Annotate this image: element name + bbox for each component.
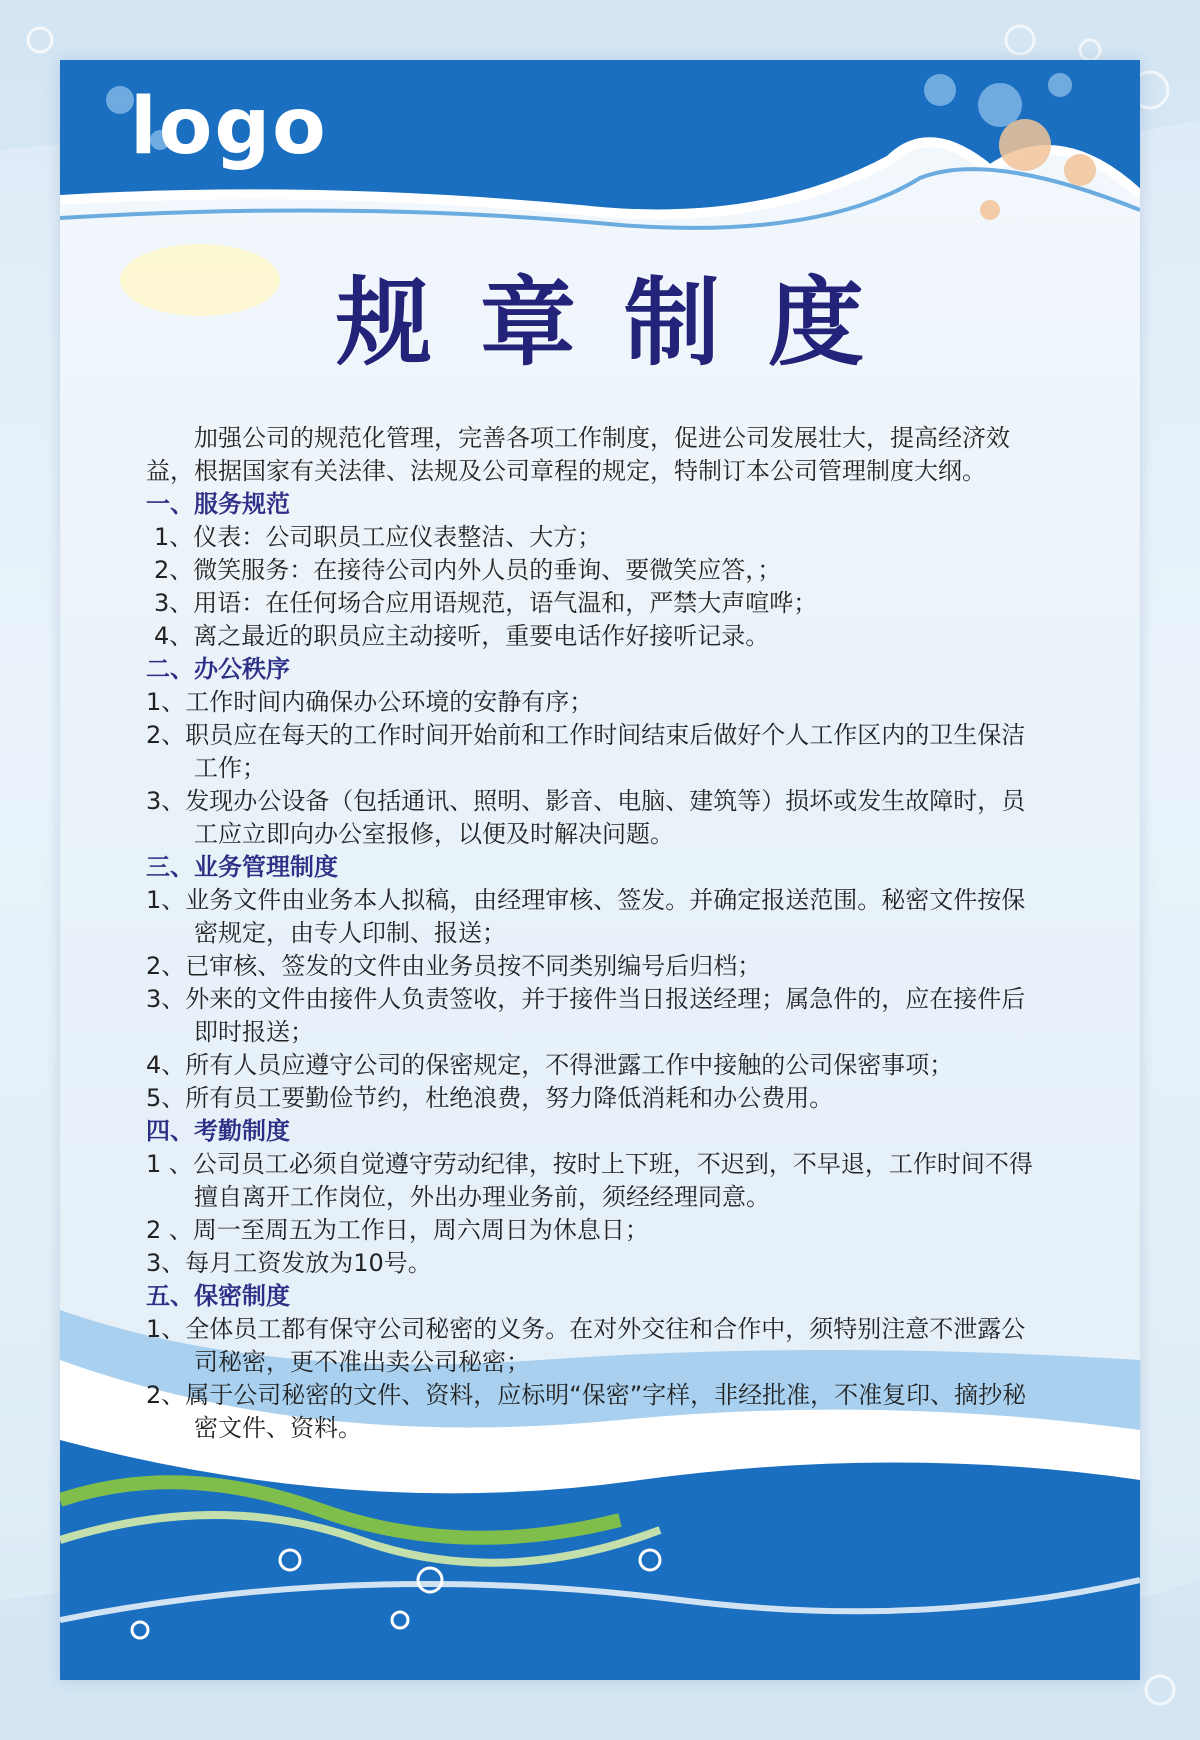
list-item: 4、离之最近的职员应主动接听，重要电话作好接听记录。 <box>154 622 770 650</box>
list-item: 1、工作时间内确保办公环境的安静有序； <box>146 688 594 716</box>
list-item: 2、职员应在每天的工作时间开始前和工作时间结束后做好个人工作区内的卫生保洁工作； <box>146 721 1026 782</box>
section-heading: 五、保密制度 <box>146 1282 290 1310</box>
intro-paragraph: 加强公司的规范化管理，完善各项工作制度，促进公司发展壮大，提高经济效益，根据国家有关法律、法规及公司章程的规定，特制订本公司管理制度大纲。 <box>146 424 1010 485</box>
section-heading: 一、服务规范 <box>146 490 290 518</box>
list-item: 1、仪表：公司职员工应仪表整洁、大方； <box>154 523 602 551</box>
list-item: 2、已审核、签发的文件由业务员按不同类别编号后归档； <box>146 952 762 980</box>
list-item: 1、全体员工都有保守公司秘密的义务。在对外交往和合作中，须特别注意不泄露公司秘密，更不准出卖公司秘密； <box>146 1315 1026 1376</box>
list-item: 1、业务文件由业务本人拟稿，由经理审核、签发。并确定报送范围。秘密文件按保密规定，由专人印制、报送； <box>146 886 1026 947</box>
list-item: 4、所有人员应遵守公司的保密规定，不得泄露工作中接触的公司保密事项； <box>146 1051 954 1079</box>
list-item: 2、属于公司秘密的文件、资料，应标明“保密”字样，非经批准，不准复印、摘抄秘密文件、资料。 <box>146 1381 1027 1442</box>
logo: logo <box>130 82 328 172</box>
poster-panel <box>60 60 1140 1680</box>
section-heading: 四、考勤制度 <box>146 1117 290 1145</box>
list-item: 1 、公司员工必须自觉遵守劳动纪律，按时上下班，不迟到，不早退，工作时间不得擅自离开工作岗位，外出办理业务前，须经经理同意。 <box>146 1150 1033 1211</box>
regulations-body <box>146 422 1046 1445</box>
list-item: 3、每月工资发放为10号。 <box>146 1249 432 1277</box>
list-item: 3、用语：在任何场合应用语规范，语气温和，严禁大声喧哗； <box>154 589 818 617</box>
list-item: 3、外来的文件由接件人负责签收，并于接件当日报送经理；属急件的，应在接件后即时报送； <box>146 985 1026 1046</box>
list-item: 2、微笑服务：在接待公司内外人员的垂询、要微笑应答，； <box>154 556 782 584</box>
list-item: 3、发现办公设备（包括通讯、照明、影音、电脑、建筑等）损坏或发生故障时，员工应立即向办公室报修，以便及时解决问题。 <box>146 787 1026 848</box>
page-title: 规章制度 <box>336 266 912 379</box>
section-heading: 三、业务管理制度 <box>146 853 338 881</box>
section-heading: 二、办公秩序 <box>146 655 290 683</box>
list-item: 5、所有员工要勤俭节约，杜绝浪费，努力降低消耗和办公费用。 <box>146 1084 834 1112</box>
list-item: 2 、周一至周五为工作日，周六周日为休息日； <box>146 1216 649 1244</box>
